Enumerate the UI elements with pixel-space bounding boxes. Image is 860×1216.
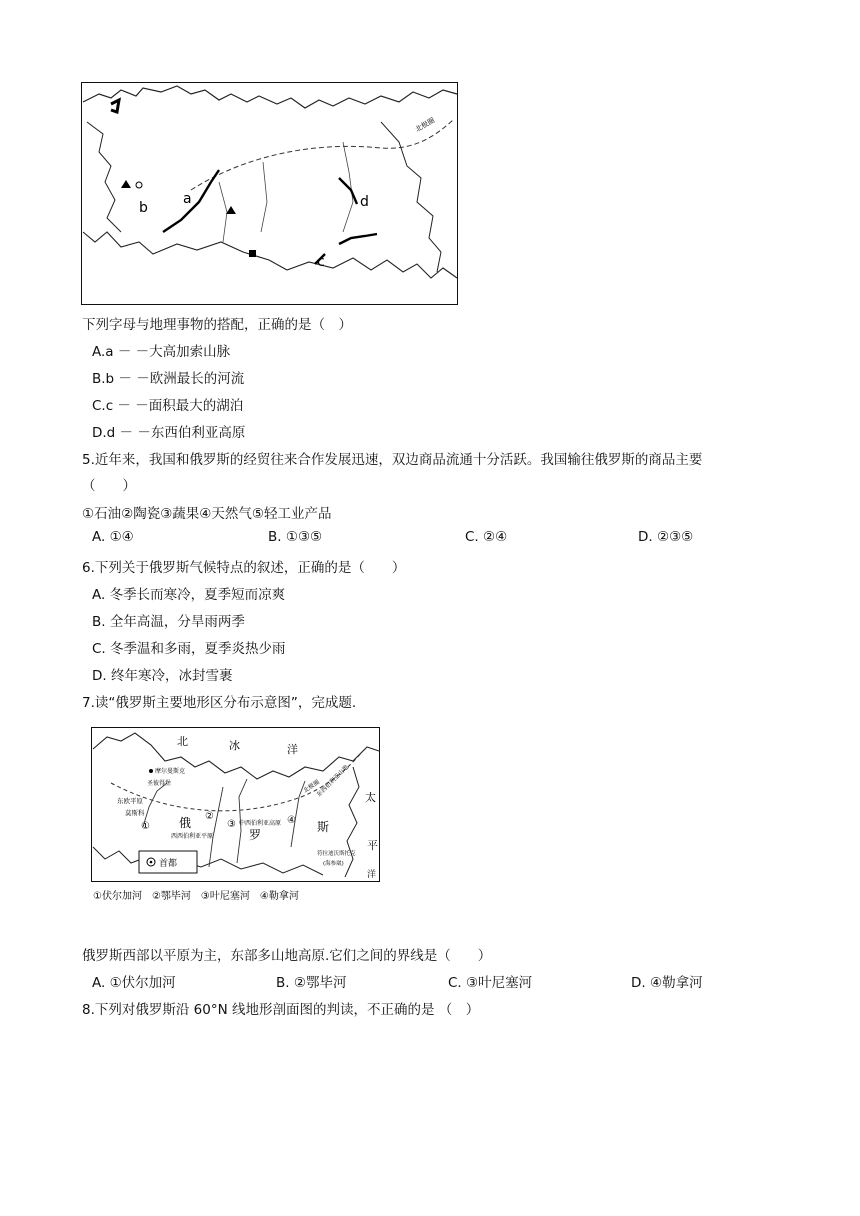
map2-east-european-plain: 东欧平原 bbox=[117, 797, 143, 805]
q5-stem-line1: 5.近年来，我国和俄罗斯的经贸往来合作发展迅速，双边商品流通十分活跃。我国输往俄罗斯的商品主要 bbox=[82, 452, 703, 468]
map2-haishenwei: (海参崴) bbox=[323, 861, 344, 867]
q6-stem: 6.下列关于俄罗斯气候特点的叙述，正确的是（ ） bbox=[82, 560, 406, 576]
q7-option-a[interactable]: A. ①伏尔加河 bbox=[92, 975, 176, 991]
russia-map-figure-1 bbox=[81, 82, 458, 305]
capital-symbol-dot bbox=[150, 861, 153, 864]
map2-ocean-char-2: 冰 bbox=[229, 739, 240, 752]
map1-label-c: c bbox=[317, 254, 325, 270]
map2-arctic-label: 北极圈 bbox=[302, 778, 321, 795]
q6-option-d[interactable]: D. 终年寒冷，冰封雪裹 bbox=[92, 668, 233, 684]
map1-label-a: a bbox=[183, 191, 192, 207]
q7-option-c[interactable]: C. ③叶尼塞河 bbox=[448, 975, 533, 991]
q5-option-b[interactable]: B. ①③⑤ bbox=[268, 529, 323, 545]
map2-ocean-char-1: 北 bbox=[177, 735, 188, 748]
q5-stem-line2: （ ） bbox=[82, 478, 136, 494]
map2-river-1: ① bbox=[141, 821, 150, 832]
map2-river-3: ③ bbox=[227, 819, 236, 830]
map2-st-petersburg: 圣彼得堡 bbox=[147, 780, 172, 787]
q4-stem: 下列字母与地理事物的搭配，正确的是（ ） bbox=[82, 317, 352, 333]
map2-murmansk: 摩尔曼斯克 bbox=[155, 768, 186, 775]
map2-river-4: ④ bbox=[287, 815, 296, 826]
map2-pacific-char-1: 太 bbox=[365, 791, 376, 804]
map2-river-2: ② bbox=[205, 811, 214, 822]
q5-option-a[interactable]: A. ①④ bbox=[92, 529, 134, 545]
map2-country-char-3: 斯 bbox=[317, 820, 330, 834]
russia-terrain-map-figure-2 bbox=[91, 727, 380, 905]
square-marker bbox=[249, 250, 256, 257]
q7-option-b[interactable]: B. ②鄂毕河 bbox=[276, 975, 347, 991]
q6-option-b[interactable]: B. 全年高温，分旱雨两季 bbox=[92, 614, 245, 630]
map1-label-d: d bbox=[360, 194, 369, 210]
map2-pacific-char-2: 平 bbox=[367, 839, 378, 852]
q4-option-a[interactable]: A.a － －大高加索山脉 bbox=[92, 344, 231, 360]
q5-option-c[interactable]: C. ②④ bbox=[465, 529, 508, 545]
q5-option-d[interactable]: D. ②③⑤ bbox=[638, 529, 694, 545]
map2-vladivostok: 符拉迪沃斯托克 bbox=[317, 851, 356, 857]
q6-option-c[interactable]: C. 冬季温和多雨，夏季炎热少雨 bbox=[92, 641, 286, 657]
map2-legend-capital: 首都 bbox=[159, 859, 178, 869]
map2-caption: ①伏尔加河 ②鄂毕河 ③叶尼塞河 ④勒拿河 bbox=[93, 891, 299, 902]
q8-stem: 8.下列对俄罗斯沿 60°N 线地形剖面图的判读，不正确的是 （ ） bbox=[82, 1002, 480, 1018]
q4-option-c[interactable]: C.c － －面积最大的湖泊 bbox=[92, 398, 244, 414]
map1-label-b: b bbox=[139, 200, 148, 216]
map2-country-char-2: 罗 bbox=[249, 828, 262, 842]
map2-west-siberian-plain: 西西伯利亚平原 bbox=[171, 833, 214, 840]
map2-moscow: 莫斯科 bbox=[125, 809, 145, 817]
q5-items: ①石油②陶瓷③蔬果④天然气⑤轻工业产品 bbox=[82, 506, 332, 522]
q7-question: 俄罗斯西部以平原为主，东部多山地高原.它们之间的界线是（ ） bbox=[82, 948, 492, 964]
q4-option-b[interactable]: B.b － －欧洲最长的河流 bbox=[92, 371, 245, 387]
map2-pacific-char-3: 洋 bbox=[367, 870, 377, 880]
q7-option-d[interactable]: D. ④勒拿河 bbox=[631, 975, 703, 991]
q6-option-a[interactable]: A. 冬季长而寒冷，夏季短而凉爽 bbox=[92, 587, 286, 603]
arctic-circle-label: 北极圈 bbox=[414, 116, 437, 134]
map2-central-siberian-plateau: 中西伯利亚高原 bbox=[239, 820, 282, 827]
map2-murmansk-dot bbox=[149, 769, 153, 773]
map2-east-siberia: 东西伯利亚山地 bbox=[315, 763, 351, 799]
q7-stem: 7.读“俄罗斯主要地形区分布示意图”，完成题. bbox=[82, 695, 357, 711]
q4-option-d[interactable]: D.d － －东西伯利亚高原 bbox=[92, 425, 246, 441]
map2-country-char-1: 俄 bbox=[179, 816, 192, 830]
map2-ocean-char-3: 洋 bbox=[287, 743, 298, 756]
